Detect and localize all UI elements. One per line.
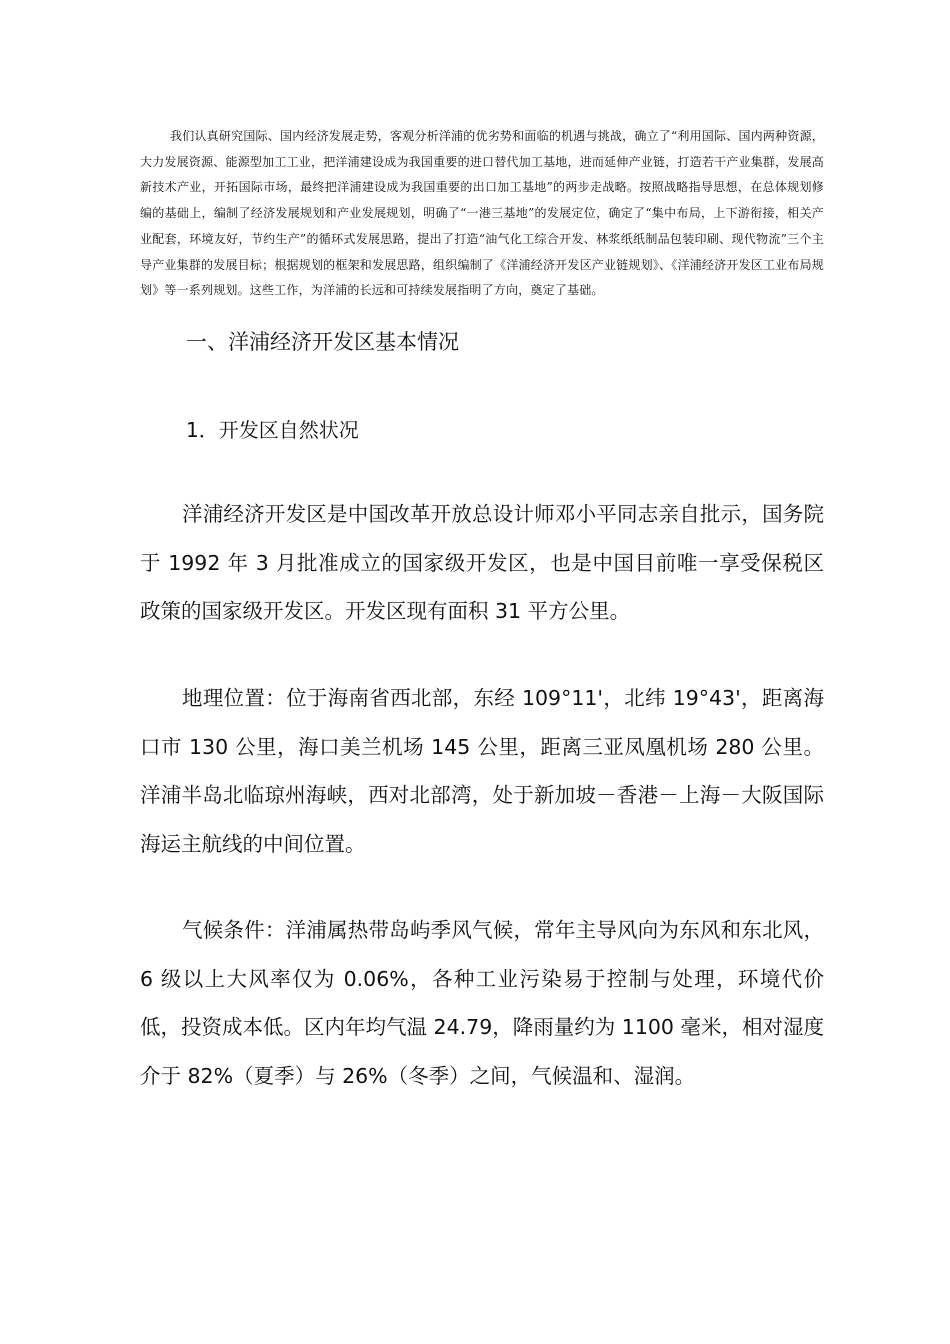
overview-paragraph: 洋浦经济开发区是中国改革开放总设计师邓小平同志亲自批示，国务院于 1992 年 3 月批准成立的国家级开发区，也是中国目前唯一享受保税区政策的国家级开发区。开发区现有面积 31 平方公里。	[140, 502, 824, 623]
subsection-heading: 1．开发区自然状况	[186, 418, 359, 442]
climate-paragraph: 气候条件：洋浦属热带岛屿季风气候，常年主导风向为东风和东北风，6 级以上大风率仅为 0.06%，各种工业污染易于控制与处理，环境代价低，投资成本低。区内年均气温 24.79，降雨量约为 1100 毫米，相对湿度介于 82%（夏季）与 26%（冬季）之间，气候温和、湿润。	[140, 918, 824, 1088]
section-heading: 一、洋浦经济开发区基本情况	[186, 330, 459, 354]
geography-paragraph: 地理位置：位于海南省西北部，东经 109°11'，北纬 19°43'，距离海口市 130 公里，海口美兰机场 145 公里，距离三亚凤凰机场 280 公里。洋浦半岛北临琼州海峡，西对北部湾，处于新加坡－香港－上海－大阪国际海运主航线的中间位置。	[140, 686, 824, 856]
intro-paragraph: 我们认真研究国际、国内经济发展走势，客观分析洋浦的优劣势和面临的机遇与挑战，确立了“利用国际、国内两种资源，大力发展资源、能源型加工工业，把洋浦建设成为我国重要的进口替代加工基地，进而延伸产业链，打造若干产业集群，发展高新技术产业，开拓国际市场，最终把洋浦建设成为我国重要的出口加工基地”的两步走战略。按照战略指导思想，在总体规划修编的基础上，编制了经济发展规划和产业发展规划，明确了“一港三基地”的发展定位，确定了“集中布局，上下游衔接，相关产业配套，环境友好，节约生产”的循环式发展思路，提出了打造“油气化工综合开发、林浆纸纸制品包装印刷、现代物流”三个主导产业集群的发展目标；根据规划的框架和发展思路，组织编制了《洋浦经济开发区产业链规划》、《洋浦经济开发区工业布局规划》等一系列规划。这些工作，为洋浦的长远和可持续发展指明了方向，奠定了基础。	[140, 129, 824, 298]
